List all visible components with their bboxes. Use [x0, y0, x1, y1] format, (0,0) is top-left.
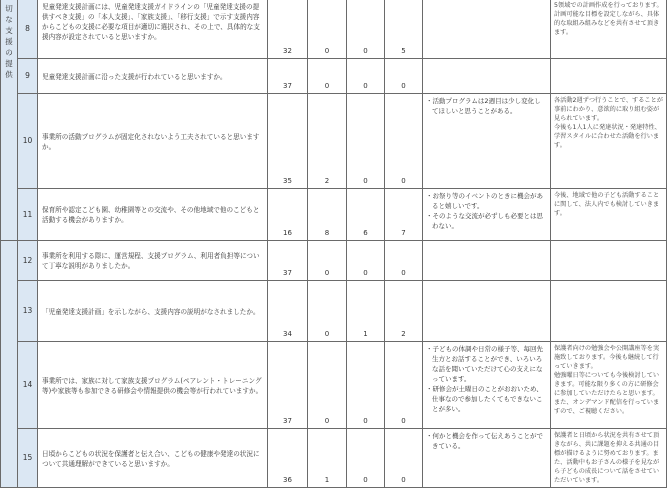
parent-opinion: [423, 0, 551, 59]
count-yes: 36: [268, 429, 308, 488]
count-unsure: 0: [308, 59, 347, 94]
question-text: 「児童発達支援計画」を示しながら、支援内容の説明がなされましたか。: [38, 281, 268, 342]
facility-response: 5領域での計画作成を行っております。計画可能な目標を設定しながら、具体的な取組み組みなどを共有させて頂きます。: [551, 0, 667, 59]
facility-response: [551, 59, 667, 94]
count-yes: 37: [268, 342, 308, 429]
count-yes: 32: [268, 0, 308, 59]
count-yes: 37: [268, 59, 308, 94]
facility-response: 各活動2週ずつ行うことで、することが事前にわかり、意欲的に取り組む姿が見られています。 今後も1人1人に発達状況・発達特性、学習スタイルに合わせた活動を行います。: [551, 94, 667, 189]
count-no: 0: [347, 0, 385, 59]
parent-opinion: [423, 241, 551, 281]
count-yes: 34: [268, 281, 308, 342]
question-text: 児童発達支援計画に沿った支援が行われていると思いますか。: [38, 59, 268, 94]
table-row: [1, 94, 667, 189]
count-no: 6: [347, 189, 385, 241]
row-number: 13: [18, 281, 38, 342]
question-text: 保育所や認定こども園、幼稚園等との交流や、その他地域で他のこどもと活動する機会がありますか。: [38, 189, 268, 241]
facility-response: 保護者と日頃から状況を共有させて頂きながら、共に課題を抑える共通の目標が描けるように努めております。また、活動中もお子さんの様子を見ながら子どもの成長について話をさせていただいています。: [551, 429, 667, 488]
count-unsure: 2: [308, 94, 347, 189]
question-text: 事業所を利用する際に、運営規程、支援プログラム、利用者負担等について丁寧な説明がありましたか。: [38, 241, 268, 281]
facility-response: 保護者向けの勉強会や公開講座等を実施致しております。今後も継続して行っていきます。 勉強曜日等についても今後検討していきます。可能な限り多くの方に研修会に参加していただけたらと思います。また、オンデマンド配信を行っていますので、ご視聴ください。: [551, 342, 667, 429]
count-no: 0: [347, 94, 385, 189]
row-number: 11: [18, 189, 38, 241]
question-text: 事業所の活動プログラムが固定化されないよう工夫されていると思いますか。: [38, 94, 268, 189]
facility-response: [551, 281, 667, 342]
table-row: [1, 189, 667, 241]
opinion-item: ・お祭り等のイベントのときに機会があると嬉しいです。: [426, 192, 543, 210]
row-number: 9: [18, 59, 38, 94]
opinion-item: ・活動プログラムは2週目は少し変化してほしいと思うことがある。: [426, 97, 541, 115]
count-unknown: 5: [385, 0, 423, 59]
count-unsure: 8: [308, 189, 347, 241]
count-no: 1: [347, 281, 385, 342]
opinion-item: ・何かと機会を作って伝えあうことができている。: [426, 432, 543, 450]
count-unsure: 0: [308, 281, 347, 342]
count-unknown: 0: [385, 241, 423, 281]
category-cell: [1, 0, 18, 241]
opinion-item: ・子どもの体調や日常の様子等、毎回先生方とお話することができ、いろいろな話を聞いていただけて心の支えになっています。: [426, 345, 543, 383]
count-unknown: 0: [385, 94, 423, 189]
row-number: 12: [18, 241, 38, 281]
parent-opinion: [423, 281, 551, 342]
opinion-item: ・そのような交流が必ずしも必要とは思わない。: [426, 212, 543, 230]
count-unknown: 0: [385, 342, 423, 429]
table-row: [1, 59, 667, 94]
count-unsure: 1: [308, 429, 347, 488]
parent-opinion: [423, 342, 551, 429]
facility-response: [551, 241, 667, 281]
question-text: 事業所では、家族に対して家族支援プログラム(ペアレント・トレーニング等)や家族等も参加できる研修会や情報提供の機会等が行われていますか。: [38, 342, 268, 429]
count-unknown: 2: [385, 281, 423, 342]
count-no: 0: [347, 241, 385, 281]
question-text: 児童発達支援計画には、児童発達支援ガイドラインの「児童発達支援の提供すべき支援」の「本人支援」、「家族支援」、「移行支援」で示す支援内容からこどもの支援に必要な項目が適切に選択され、その上で、具体的な支援内容が設定されていると思いますか。: [38, 0, 268, 59]
count-yes: 37: [268, 241, 308, 281]
row-number: 8: [18, 0, 38, 59]
parent-opinion: [423, 94, 551, 189]
facility-response: 今後、地域で他の子ども活動することに関して、法人内でも検討していきます。: [551, 189, 667, 241]
count-no: 0: [347, 429, 385, 488]
parent-opinion: [423, 59, 551, 94]
count-unknown: 0: [385, 59, 423, 94]
table-row: [1, 0, 667, 59]
count-unsure: 0: [308, 0, 347, 59]
count-no: 0: [347, 59, 385, 94]
table-row: [1, 429, 667, 488]
table-row: [1, 342, 667, 429]
category-cell: [1, 241, 18, 488]
count-unknown: 0: [385, 429, 423, 488]
row-number: 15: [18, 429, 38, 488]
count-no: 0: [347, 342, 385, 429]
row-number: 14: [18, 342, 38, 429]
opinion-item: ・研修会が土曜日のことがおおいため、仕事なので参加したくてもできないことが多い。: [426, 385, 543, 413]
row-number: 10: [18, 94, 38, 189]
table-row: [1, 241, 667, 281]
parent-opinion: [423, 429, 551, 488]
count-yes: 16: [268, 189, 308, 241]
count-unknown: 7: [385, 189, 423, 241]
table-row: [1, 281, 667, 342]
parent-opinion: [423, 189, 551, 241]
category-label: 切な支援の提供: [5, 4, 13, 79]
question-text: 日頃からこどもの状況を保護者と伝え合い、こどもの健康や発達の状況について共通理解ができていると思いますか。: [38, 429, 268, 488]
count-unsure: 0: [308, 241, 347, 281]
count-yes: 35: [268, 94, 308, 189]
count-unsure: 0: [308, 342, 347, 429]
